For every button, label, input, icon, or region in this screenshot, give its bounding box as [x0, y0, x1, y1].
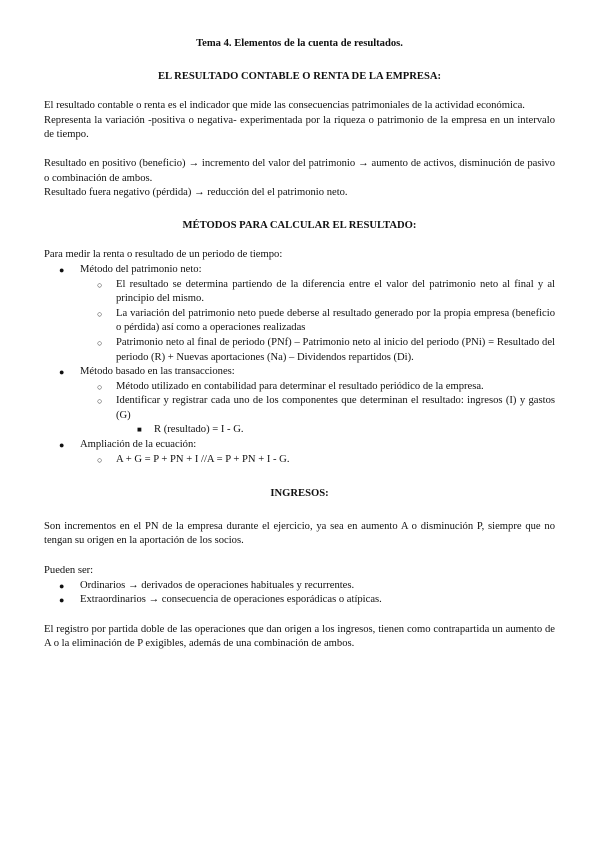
bullet-filled-circle-icon: ● [59, 595, 65, 606]
list-item [80, 307, 555, 336]
paragraph-definition: El resultado contable o renta es el indicador que mide las consecuencias patrimoniales de la actividad económica. [44, 100, 525, 112]
paragraph-variation: Representa la variación -positiva o negativa- experimentada por la riqueza o patrimonio de la empresa en un intervalo de tiempo. [44, 114, 555, 141]
bullet-hollow-circle-icon: ○ [97, 337, 103, 348]
sublist [80, 278, 555, 366]
methods-block [44, 248, 555, 467]
bullet-filled-circle-icon: ● [59, 264, 65, 275]
bullet-hollow-circle-icon: ○ [97, 381, 103, 392]
methods-list [44, 263, 555, 467]
list-item [44, 438, 555, 467]
method-label: Método basado en las transacciones: [80, 366, 235, 378]
result-sign-block [44, 157, 555, 201]
bullet-hollow-circle-icon: ○ [97, 454, 103, 465]
ingresos-types-list [44, 579, 555, 608]
list-item-text: El resultado se determina partiendo de la diferencia entre el valor del patrimonio neto al final y al principio del mismo. [116, 278, 555, 305]
paragraph-negative-result: Resultado fuera negativo (pérdida) → reducción del el patrimonio neto. [44, 187, 348, 199]
list-item [44, 263, 555, 365]
document-title: Tema 4. Elementos de la cuenta de resultados. [196, 38, 403, 49]
list-item-text: Patrimonio neto al final de periodo (PNf) – Patrimonio neto al inicio del periodo (PNi) = Resultado del periodo (R) + Nuevas aportaciones (Na) – Dividendos repartidos (Di). [116, 336, 555, 363]
list-item-text: Extraordinarios → consecuencia de operaciones esporádicas o atípicas. [80, 594, 382, 606]
list-item [80, 453, 555, 468]
paragraph-positive-result: Resultado en positivo (beneficio) → incremento del valor del patrimonio → aumento de activos, disminución de pasivo o combinación de ambos. [44, 157, 555, 184]
definition-block [44, 99, 555, 143]
list-item [44, 593, 555, 608]
ingresos-types-block [44, 564, 555, 608]
sublist [80, 380, 555, 438]
list-item [44, 579, 555, 594]
list-item [80, 394, 555, 438]
method-label: Ampliación de la ecuación: [80, 439, 197, 451]
ingresos-definition-block [44, 520, 555, 549]
registro-block [44, 623, 555, 652]
heading-metodos: MÉTODOS PARA CALCULAR EL RESULTADO: [182, 219, 417, 231]
bullet-hollow-circle-icon: ○ [97, 396, 103, 407]
heading-resultado-contable: EL RESULTADO CONTABLE O RENTA DE LA EMPRESA: [157, 70, 442, 82]
bullet-square-icon: ■ [137, 425, 142, 435]
paragraph-ingresos-definition: Son incrementos en el PN de la empresa durante el ejercicio, ya sea en aumento A o disminución P, siempre que no tengan su origen en la aportación de los socios. [44, 520, 555, 547]
list-item [80, 278, 555, 307]
heading-ingresos: INGRESOS: [270, 488, 329, 500]
formula-equation: A + G = P + PN + I //A = P + PN + I - G. [116, 453, 290, 465]
list-item [80, 336, 555, 365]
list-item-text: Ordinarios → derivados de operaciones habituales y recurrentes. [80, 579, 355, 591]
bullet-hollow-circle-icon: ○ [97, 279, 103, 290]
bullet-filled-circle-icon: ● [59, 580, 65, 591]
bullet-hollow-circle-icon: ○ [97, 308, 103, 319]
list-item [116, 423, 555, 438]
pueden-ser-label: Pueden ser: [44, 565, 94, 577]
methods-intro: Para medir la renta o resultado de un periodo de tiempo: [44, 249, 283, 261]
sub-sublist [116, 423, 555, 438]
sublist [80, 453, 555, 468]
bullet-filled-circle-icon: ● [59, 367, 65, 378]
formula-result: R (resultado) = I - G. [154, 424, 244, 436]
list-item [44, 365, 555, 438]
list-item-text: La variación del patrimonio neto puede deberse al resultado generado por la propia empresa (beneficio o pérdida) así como a operaciones realizadas [116, 307, 555, 334]
list-item [80, 380, 555, 395]
bullet-filled-circle-icon: ● [59, 440, 65, 451]
list-item-text: Método utilizado en contabilidad para determinar el resultado periódico de la empresa. [116, 380, 484, 392]
method-label: Método del patrimonio neto: [80, 263, 202, 275]
paragraph-registro: El registro por partida doble de las operaciones que dan origen a los ingresos, tienen como contrapartida un aumento de A o la eliminación de P exigibles, además de una combinación de ambos. [44, 623, 555, 650]
list-item-text: Identificar y registrar cada uno de los componentes que determinan el resultado: ingresos (I) y gastos (G) [116, 395, 555, 421]
